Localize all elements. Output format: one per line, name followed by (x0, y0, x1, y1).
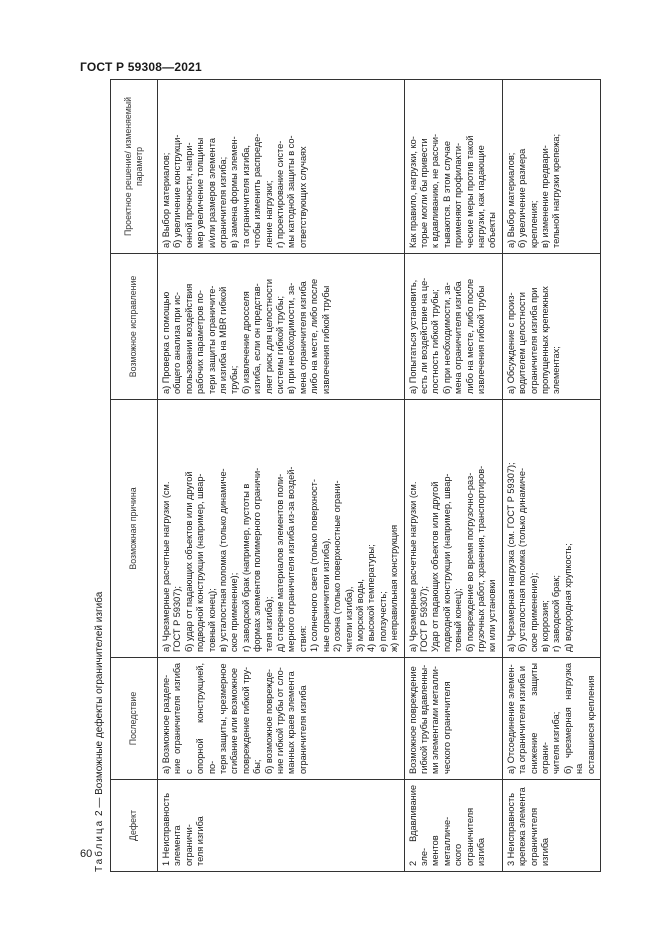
cell-line: 3 Неисправность (505, 793, 516, 866)
cell-line: ствия: (297, 625, 308, 652)
cell-line: и/или размеров элемента (206, 138, 217, 248)
table-caption (94, 592, 105, 872)
cell-line: а) Выбор материалов; (161, 152, 171, 248)
cell-line: применяют профилакти- (453, 142, 464, 248)
cell-line: а) Проверка с помощью (161, 291, 171, 394)
cell-line: д) водородная хрупкость; (562, 543, 573, 652)
cell-line: б) чрезмерная нагрузка на (562, 663, 585, 774)
cell-line: 1 Неисправность (161, 793, 171, 866)
cell-line: в) замена формы элемен- (229, 136, 240, 248)
cell-line: оставшиеся крепления (585, 675, 596, 774)
cell-line: формах элементов полимерного ограничи- (252, 467, 263, 652)
cell-line: 1) солнечного света (только поверхност- (309, 479, 320, 652)
cell-line: мена ограничителя изгиба (453, 281, 464, 394)
cell-line: системы гибкой трубы; (275, 296, 286, 394)
cell-cause (158, 400, 405, 658)
cell-line: ГОСТ Р 59307); (418, 586, 429, 652)
cell-line: ческие меры против такой (464, 135, 475, 248)
cell-line: тываются. В этом случае (441, 141, 452, 248)
cell-line: та ограничителя изгиба и (517, 665, 528, 774)
cell-line: а) Возможное разделе- (161, 674, 171, 774)
cell-line: б) увеличение размера (517, 148, 528, 248)
cell-line: б) усталостная поломка (только динамиче- (517, 467, 528, 652)
cell-design (404, 80, 502, 254)
cell-line: б) увеличение конструкци- (172, 134, 183, 248)
cell-line: опорной конструкцией, по- (195, 663, 217, 774)
cell-line: б) повреждение во время погрузочно-раз- (464, 472, 475, 652)
cell-defect (158, 780, 405, 872)
cell-line: объекты (487, 212, 498, 248)
cell-line: ограничителя изгиба (297, 685, 308, 774)
header-cause: Возможная причина (111, 400, 158, 658)
cell-line: бы; (252, 759, 263, 774)
document-header: ГОСТ Р 59308—2021 (80, 60, 202, 74)
cell-line: повреждение гибкой тру- (240, 666, 251, 774)
cell-line: ское применение); (528, 572, 539, 652)
table-row (404, 80, 502, 872)
cell-line: д) старение материалов элементов поли- (275, 473, 286, 652)
cell-line: ми элементами металли- (430, 666, 441, 774)
cell-line: гибкой трубы вдавленны- (418, 664, 429, 774)
cell-line: изгиба (475, 838, 486, 866)
cell-line: товный конец); (206, 588, 217, 652)
cell-line: чители изгиба), (343, 586, 354, 652)
header-consequence: Последствие (111, 658, 158, 780)
table-caption-prefix: Таблица (94, 818, 105, 872)
cell-fix (158, 254, 405, 400)
cell-line: водителем целостности (517, 292, 528, 394)
cell-consequence (404, 658, 502, 780)
cell-line: ляет риск для целостности (263, 278, 274, 394)
cell-line: ж) неправильная конструкция (389, 524, 400, 652)
cell-line: в) при необходимости, за- (286, 282, 297, 394)
cell-line: либо на месте, либо после (464, 278, 475, 394)
cell-line: ление нагрузки; (263, 180, 274, 248)
cell-line: б) при необходимости, за- (441, 282, 452, 394)
cell-line: мер увеличение толщины (195, 137, 206, 248)
cell-line: трубы; (229, 365, 240, 394)
table-body (158, 80, 601, 872)
cell-line: либо на месте, либо после (309, 278, 320, 394)
cell-line: 2) озона (только поверхностные ограни- (332, 480, 343, 652)
cell-cause (404, 400, 502, 658)
cell-line: та ограничителя изгиба, (240, 145, 251, 248)
cell-line: крепления; (528, 200, 539, 248)
cell-line: 2 Вдавливание эле- (407, 785, 429, 866)
cell-fix (502, 254, 600, 400)
cell-line: в) изменение предвари- (540, 145, 550, 248)
cell-line: 4) высокой температуры; (366, 544, 377, 652)
cell-line: тельной нагрузки крепежа; (551, 133, 562, 248)
cell-line: Как правило, нагрузки, ко- (407, 136, 418, 248)
cell-line: Удар от падающих объектов или другой (430, 481, 441, 652)
cell-line: ГОСТ Р 59307); (172, 586, 183, 652)
cell-line: чителя изгиба; (551, 711, 562, 774)
cell-line: подводной конструкции (например, швар- (195, 473, 206, 652)
cell-line: тери защиты ограничите- (206, 285, 217, 394)
cell-line: ограничителя изгиба при (528, 287, 539, 394)
cell-consequence (502, 658, 600, 780)
cell-line: извлечения гибкой трубы (320, 285, 331, 394)
cell-line: а) Обсуждение с произ- (505, 292, 516, 394)
cell-line: торые могли бы привести (418, 138, 429, 248)
cell-line: ского ограничителя (453, 807, 475, 866)
rotated-table-page (88, 80, 596, 872)
cell-line: б) возможное поврежде- (263, 669, 274, 774)
cell-line: ограничителя изгиба (528, 807, 550, 866)
cell-line: а) Чрезмерные расчетные нагрузки (см. (407, 481, 418, 652)
cell-line: б) извлечение дросселя (240, 291, 251, 394)
header-design: Проектное решение/ изменяемый параметр (111, 80, 158, 254)
cell-line: а) Чрезмерная нагрузка (см. ГОСТ Р 59307); (505, 462, 516, 652)
cell-line: Возможное повреждение (407, 666, 418, 774)
header-fix: Возможное исправление (111, 254, 158, 400)
cell-line: нагрузки, как падающие (475, 145, 486, 248)
cell-line: мена ограничителя изгиба (297, 281, 308, 394)
cell-line: а) Попытаться установить, (407, 279, 418, 394)
cell-line: крепежа элемента (517, 787, 528, 866)
page-number: 60 (80, 848, 93, 860)
cell-line: г) проектирование систе- (275, 140, 286, 248)
cell-line: ческого ограничителя (441, 681, 452, 774)
cell-line: ментов металличе- (430, 816, 452, 866)
cell-line: а) Отсоединение элемен- (505, 664, 516, 774)
cell-design (502, 80, 600, 254)
cell-line: ограничителя изгиба; (218, 156, 229, 248)
cell-line: товный конец); (453, 588, 464, 652)
cell-line: ние гибкой трубы от сло- (275, 667, 286, 774)
cell-line: теря защиты, чрезмерное (218, 663, 229, 774)
defects-table (110, 79, 601, 872)
cell-line: ское применение); (229, 572, 240, 652)
cell-line: чтобы изменить распреде- (252, 133, 263, 248)
cell-line: б) удар от падающих объектов или другой (183, 471, 194, 652)
cell-line: манных краев элемента (286, 671, 297, 774)
cell-line: в) коррозия; (540, 600, 550, 652)
cell-consequence (158, 658, 405, 780)
cell-defect (502, 780, 600, 872)
cell-line: а) Выбор материалов; (505, 152, 516, 248)
cell-line: сгибание или возможное (229, 667, 240, 774)
cell-line: ки или установки (487, 579, 498, 652)
cell-line: 3) морской воды, (354, 579, 365, 652)
cell-line: есть ли воздействие на це- (418, 277, 429, 394)
cell-line: мы катодной защиты в со- (286, 135, 297, 248)
table-row (502, 80, 600, 872)
cell-line: грузочных работ, хранения, транспортиров- (475, 465, 486, 652)
cell-line: пропущенных крепежных (540, 286, 550, 394)
header-defect: Дефект (111, 780, 158, 872)
cell-line: рабочих параметров по- (195, 290, 206, 394)
cell-line: теля изгиба); (263, 596, 274, 652)
cell-line: в) усталостная поломка (только динамиче- (218, 468, 229, 652)
cell-line: ля изгиба на MBR гибкой (218, 286, 229, 394)
cell-line: лостность гибкой трубы; (430, 289, 441, 394)
cell-line: снижение защиты ограни- (528, 663, 550, 774)
cell-line: г) заводской брак; (551, 575, 562, 652)
cell-line: онной прочности, напри- (183, 142, 194, 248)
cell-line: теля изгиба (195, 816, 206, 866)
cell-line: изгиба, если он представ- (252, 283, 263, 394)
cell-line: пользовании воздействия (183, 283, 194, 394)
cell-defect (404, 780, 502, 872)
table-row (158, 80, 405, 872)
cell-line: ние ограничителя изгиба с (172, 663, 194, 774)
cell-line: к вдавливанию, не рассчи- (430, 133, 441, 248)
cell-cause (502, 400, 600, 658)
cell-line: элементах; (551, 346, 562, 394)
cell-line: извлечения гибкой трубы (475, 285, 486, 394)
table-header-row (111, 80, 158, 872)
cell-line: ные ограничители изгиба), (320, 538, 331, 652)
cell-design (158, 80, 405, 254)
cell-line: элемента ограничи- (172, 824, 194, 866)
cell-line: е) ползучесть; (377, 591, 388, 652)
cell-line: общего анализа при ис- (172, 292, 183, 394)
table-caption-text: 2 — Возможные дефекты ограничителей изгиба (94, 591, 105, 816)
cell-line: подводной конструкции (например, швар- (441, 473, 452, 652)
cell-line: а) Чрезмерные расчетные нагрузки (см. (161, 481, 171, 652)
cell-line: г) заводской брак (например, пустоты в (240, 483, 251, 652)
cell-line: мерного ограничителя изгиба из-за воздей- (286, 466, 297, 652)
cell-line: ответствующих случаях (297, 146, 308, 248)
cell-fix (404, 254, 502, 400)
